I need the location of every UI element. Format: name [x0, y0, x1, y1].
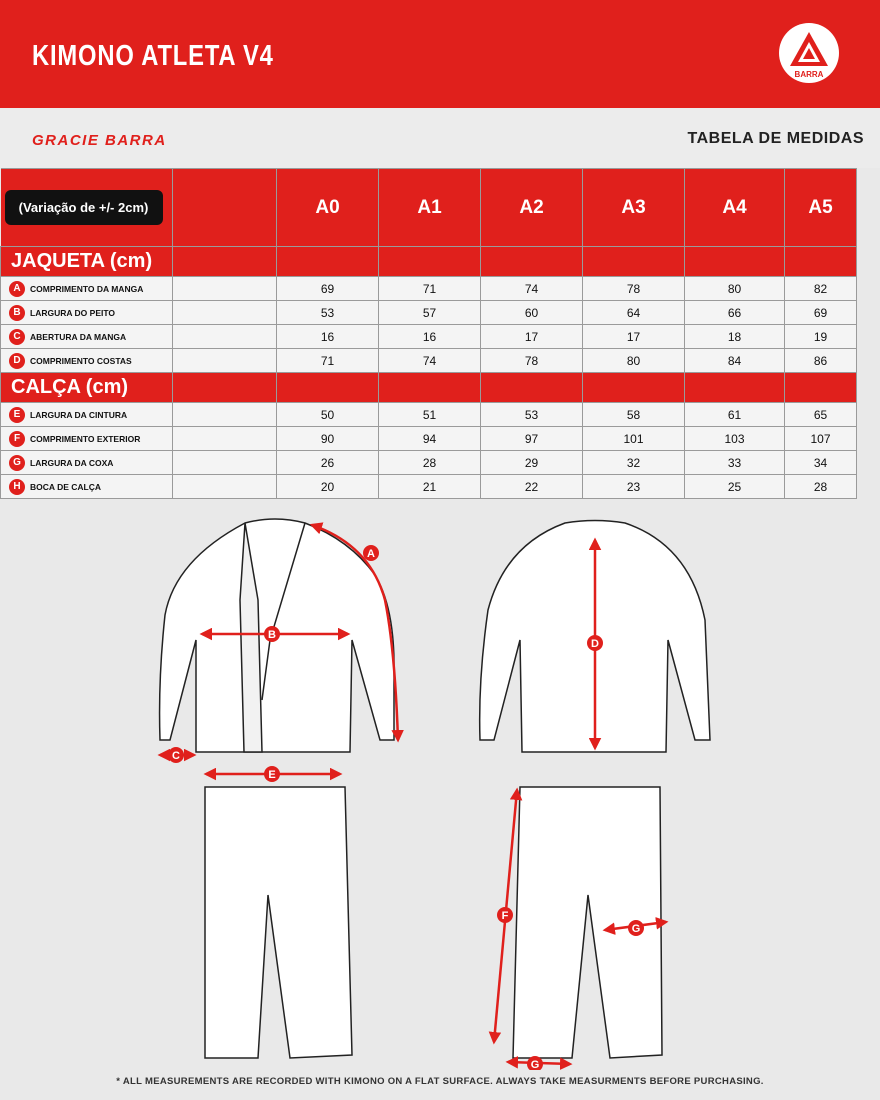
marker-b: B: [268, 629, 276, 641]
marker-e: E: [268, 769, 276, 781]
value-cell: 23: [583, 475, 685, 499]
page-title: KIMONO ATLETA V4: [32, 40, 274, 72]
spacer-cell: [173, 451, 277, 475]
value-cell: 21: [379, 475, 481, 499]
value-cell: 22: [481, 475, 583, 499]
value-cell: 103: [685, 427, 785, 451]
row-label: C ABERTURA DA MANGA: [1, 325, 173, 349]
marker-badge: C: [9, 329, 25, 345]
value-cell: 107: [785, 427, 857, 451]
value-cell: 74: [379, 349, 481, 373]
value-cell: 29: [481, 451, 583, 475]
value-cell: 58: [583, 403, 685, 427]
spacer-cell: [173, 325, 277, 349]
value-cell: 78: [583, 277, 685, 301]
value-cell: 50: [277, 403, 379, 427]
kimono-diagram: [0, 508, 880, 1070]
value-cell: 18: [685, 325, 785, 349]
value-cell: 80: [685, 277, 785, 301]
value-cell: 26: [277, 451, 379, 475]
variation-cell: [1, 169, 173, 247]
row-label: F COMPRIMENTO EXTERIOR: [1, 427, 173, 451]
value-cell: 61: [685, 403, 785, 427]
table-row: [1, 301, 857, 325]
value-cell: 28: [379, 451, 481, 475]
value-cell: 53: [277, 301, 379, 325]
value-cell: 66: [685, 301, 785, 325]
brand-name: GRACIE BARRA: [32, 132, 167, 149]
value-cell: 78: [481, 349, 583, 373]
section-title: CALÇA (cm): [1, 373, 173, 403]
marker-f: F: [501, 910, 509, 922]
header-spacer: [173, 169, 277, 247]
value-cell: 17: [583, 325, 685, 349]
marker-a: A: [367, 548, 375, 560]
footnote: * ALL MEASUREMENTS ARE RECORDED WITH KIMONO ON A FLAT SURFACE. ALWAYS TAKE MEASURMENTS BEFORE PURCHASING.: [116, 1076, 764, 1087]
table-row: [1, 277, 857, 301]
value-cell: 20: [277, 475, 379, 499]
section-pants: [1, 373, 857, 403]
size-header: A3: [583, 169, 685, 247]
value-cell: 84: [685, 349, 785, 373]
table-row: [1, 451, 857, 475]
value-cell: 82: [785, 277, 857, 301]
value-cell: 94: [379, 427, 481, 451]
value-cell: 53: [481, 403, 583, 427]
table-title: TABELA DE MEDIDAS: [687, 130, 864, 147]
size-header: A0: [277, 169, 379, 247]
value-cell: 86: [785, 349, 857, 373]
value-cell: 33: [685, 451, 785, 475]
value-cell: 65: [785, 403, 857, 427]
marker-d: D: [591, 638, 599, 650]
value-cell: 69: [785, 301, 857, 325]
spacer-cell: [173, 475, 277, 499]
table-row: [1, 349, 857, 373]
marker-badge: F: [9, 431, 25, 447]
value-cell: 19: [785, 325, 857, 349]
value-cell: 64: [583, 301, 685, 325]
value-cell: 16: [379, 325, 481, 349]
marker-badge: G: [9, 455, 25, 471]
value-cell: 101: [583, 427, 685, 451]
marker-c: C: [172, 750, 180, 762]
header-bar: [0, 0, 880, 108]
gracie-barra-logo-icon: [778, 22, 840, 84]
marker-badge: A: [9, 281, 25, 297]
spacer-cell: [173, 349, 277, 373]
logo-text: BARRA: [794, 70, 824, 79]
value-cell: 97: [481, 427, 583, 451]
value-cell: 74: [481, 277, 583, 301]
table-row: [1, 475, 857, 499]
value-cell: 28: [785, 475, 857, 499]
value-cell: 34: [785, 451, 857, 475]
size-header-row: [1, 169, 857, 247]
value-cell: 17: [481, 325, 583, 349]
size-header: A1: [379, 169, 481, 247]
marker-badge: E: [9, 407, 25, 423]
value-cell: 57: [379, 301, 481, 325]
row-label: A COMPRIMENTO DA MANGA: [1, 277, 173, 301]
section-jacket: [1, 247, 857, 277]
row-label: H BOCA DE CALÇA: [1, 475, 173, 499]
spacer-cell: [173, 403, 277, 427]
spacer-cell: [173, 301, 277, 325]
spacer-cell: [173, 277, 277, 301]
row-label: E LARGURA DA CINTURA: [1, 403, 173, 427]
value-cell: 51: [379, 403, 481, 427]
value-cell: 71: [277, 349, 379, 373]
pants-front-drawing: [205, 787, 352, 1058]
brand-row: [0, 108, 880, 168]
section-title: JAQUETA (cm): [1, 247, 173, 277]
value-cell: 69: [277, 277, 379, 301]
value-cell: 25: [685, 475, 785, 499]
row-label: G LARGURA DA COXA: [1, 451, 173, 475]
marker-badge: D: [9, 353, 25, 369]
value-cell: 60: [481, 301, 583, 325]
value-cell: 16: [277, 325, 379, 349]
value-cell: 32: [583, 451, 685, 475]
marker-badge: B: [9, 305, 25, 321]
table-row: [1, 427, 857, 451]
size-table: [0, 168, 857, 499]
marker-badge: H: [9, 479, 25, 495]
marker-g-bottom: G: [530, 1059, 540, 1070]
spacer-cell: [173, 427, 277, 451]
row-label: D COMPRIMENTO COSTAS: [1, 349, 173, 373]
table-row: [1, 403, 857, 427]
value-cell: 71: [379, 277, 481, 301]
variation-note: (Variação de +/- 2cm): [5, 190, 163, 225]
value-cell: 90: [277, 427, 379, 451]
size-header: A4: [685, 169, 785, 247]
value-cell: 80: [583, 349, 685, 373]
row-label: B LARGURA DO PEITO: [1, 301, 173, 325]
size-header: A2: [481, 169, 583, 247]
table-row: [1, 325, 857, 349]
marker-g: G: [631, 923, 641, 935]
size-header: A5: [785, 169, 857, 247]
